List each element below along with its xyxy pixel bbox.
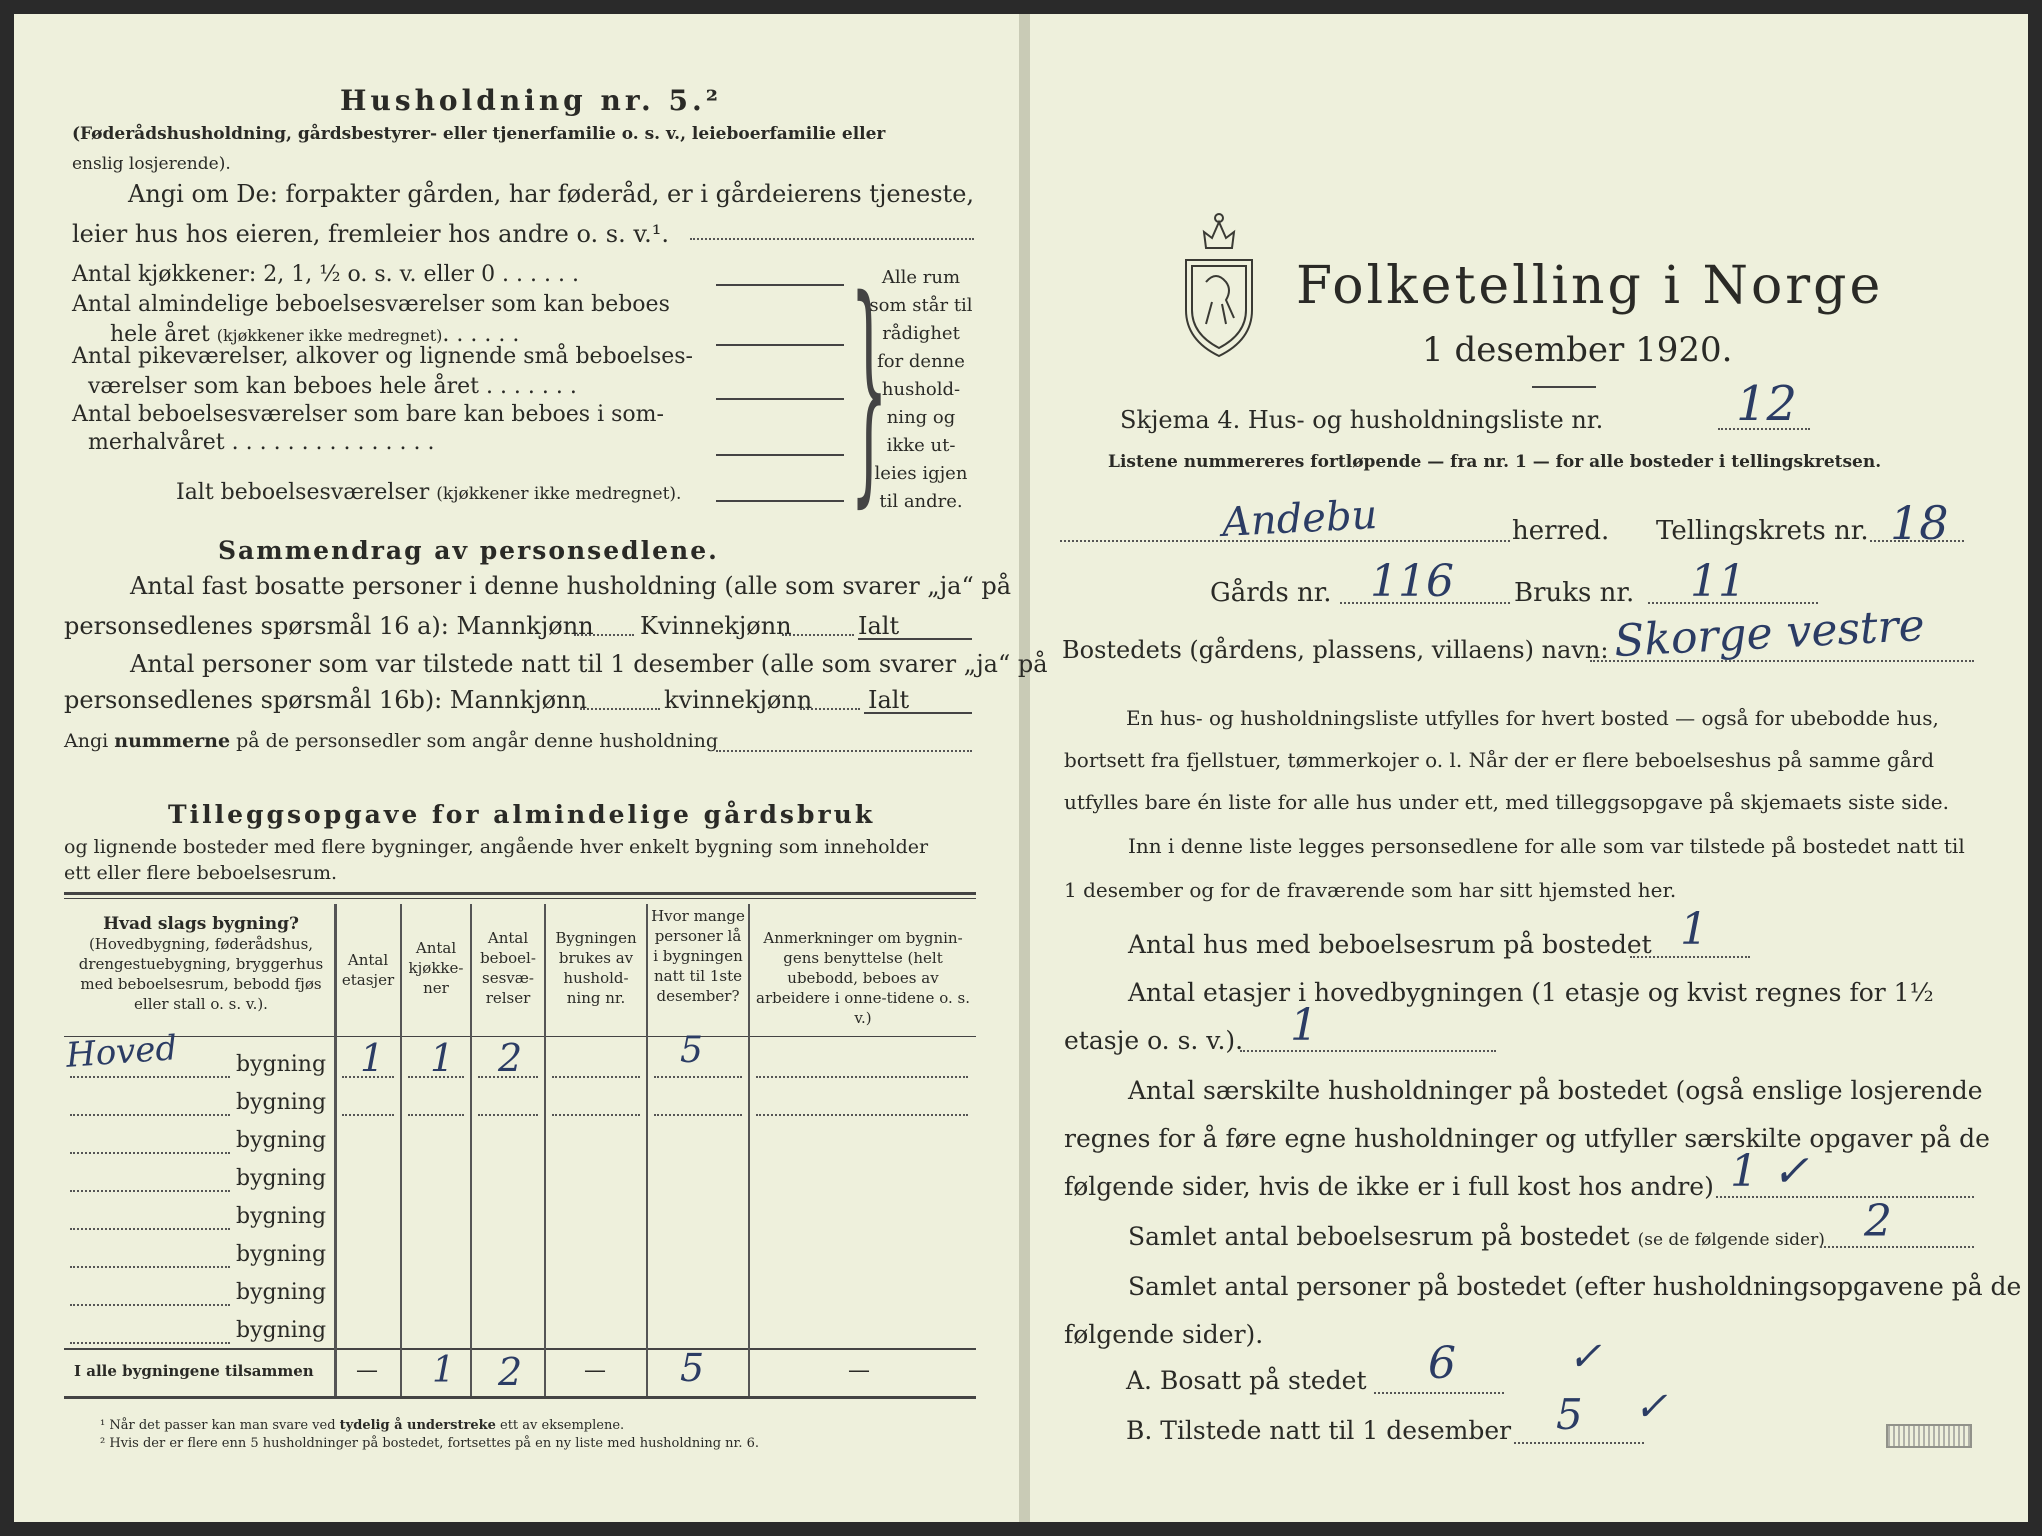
summary-line-1: Antal fast bosatte personer i denne husholdning (alle som svarer „ja“ på — [130, 572, 1012, 600]
instr-5: 1 desember og for de fraværende som har sitt hjemsted her. — [1064, 878, 1677, 902]
maid-rooms-field — [716, 398, 844, 400]
cell-persons: 5 — [680, 1030, 703, 1071]
cell-dots — [552, 1114, 640, 1116]
cell-dots — [654, 1114, 742, 1116]
cell-dots — [654, 1076, 742, 1078]
cell-kitchens: 1 — [430, 1036, 455, 1080]
q-floors-label-2: etasje o. s. v.). — [1064, 1026, 1244, 1055]
col-sep-2 — [400, 904, 402, 1396]
rooms-all-year-label-2: hele året (kjøkkener ikke medregnet). . . . . . — [110, 322, 520, 347]
q-houses-field — [1630, 956, 1750, 958]
brace-note: Alle rum som står til rådighet for denne hushold- ning og ikke ut- leies igjen til andre. — [869, 267, 973, 512]
listene-note: Listene nummereres fortløpende — fra nr. 1 — for alle bosteder i tellingskretsen. — [1108, 452, 1882, 472]
th-rooms: Antal beboel-sesvæ-relser — [480, 929, 536, 1007]
total-rooms: 2 — [498, 1350, 523, 1394]
total-floors: — — [356, 1358, 378, 1383]
footnote-2: ² Hvis der er flere enn 5 husholdninger på bostedet, fortsettes på en ny liste med husholdning nr. 6. — [100, 1436, 760, 1451]
check-icon: ✓ — [1634, 1384, 1668, 1430]
q-floors-field — [1240, 1050, 1496, 1052]
cell-dots — [478, 1076, 538, 1078]
bruks-label: Bruks nr. — [1514, 578, 1635, 608]
q-rooms-label: Samlet antal beboelsesrum på bostedet (se de følgende sider) — [1128, 1222, 1825, 1251]
household-intro-4: leier hus hos eieren, fremleier hos andre o. s. v.¹. — [72, 220, 669, 248]
summary-total-field — [858, 638, 972, 640]
summary-numbers-field — [716, 750, 972, 752]
bosted-label: Bostedets (gårdens, plassens, villaens) navn: — [1062, 636, 1609, 664]
th-remarks: Anmerkninger om bygnin-gens benyttelse (helt ubebodd, beboes av arbeidere i onne-tidene o. s. v.) — [756, 929, 970, 1027]
row-line — [70, 1152, 230, 1154]
q-rooms-hw: 2 — [1864, 1196, 1892, 1247]
kitchens-field — [716, 284, 844, 286]
table-top-rule — [64, 892, 976, 895]
summary-total2-field — [864, 712, 972, 714]
cell-dots — [408, 1114, 464, 1116]
table-total-label: I alle bygningene tilsammen — [74, 1362, 314, 1380]
summary-title: Sammendrag av personsedlene. — [218, 536, 719, 565]
row-line — [70, 1190, 230, 1192]
q-households-hw: 1 ✓ — [1730, 1146, 1809, 1197]
row-label: bygning — [236, 1090, 327, 1115]
census-date: 1 desember 1920. — [1422, 330, 1733, 370]
household-intro-3: Angi om De: forpakter gården, har føderåd, er i gårdeierens tjeneste, — [128, 180, 975, 208]
census-title: Folketelling i Norge — [1296, 256, 1884, 316]
row-line — [70, 1228, 230, 1230]
summary-men2-field — [580, 708, 660, 710]
total-persons: 5 — [680, 1346, 705, 1390]
cell-dots — [342, 1114, 394, 1116]
check-icon: ✓ — [1568, 1334, 1602, 1380]
col-sep-3 — [470, 904, 472, 1396]
row-line — [70, 1342, 230, 1344]
row-label: bygning — [236, 1204, 327, 1229]
summary-men-field — [574, 634, 634, 636]
bruks-nr: 11 — [1690, 556, 1746, 607]
gards-label: Gårds nr. — [1210, 578, 1332, 608]
row-label: bygning — [236, 1318, 327, 1343]
herred-hw: Andebu — [1220, 491, 1379, 547]
row-line — [70, 1076, 230, 1078]
th-floors: Antal etasjer — [341, 951, 395, 989]
row-label: bygning — [236, 1128, 327, 1153]
summary-total2-label: Ialt — [868, 686, 910, 714]
krets-label: Tellingskrets nr. — [1656, 516, 1869, 546]
maid-rooms-label: Antal pikeværelser, alkover og lignende små beboelses- — [72, 344, 693, 369]
col-sep-6 — [748, 904, 750, 1396]
row-line — [70, 1114, 230, 1116]
cell-dots — [552, 1076, 640, 1078]
addon-line-2: ett eller flere beboelsesrum. — [64, 862, 338, 884]
summary-line-2: personsedlenes spørsmål 16 a): Mannkjønn — [64, 612, 594, 640]
q-households-label-2: regnes for å føre egne husholdninger og utfyller særskilte opgaver på de — [1064, 1124, 1990, 1153]
q-present-field — [1514, 1442, 1644, 1444]
total-rooms-field — [716, 500, 844, 502]
rooms-all-year-label: Antal almindelige beboelsesværelser som kan beboes — [72, 292, 670, 317]
kitchens-label: Antal kjøkkener: 2, 1, ½ o. s. v. eller 0 . . . . . . — [72, 262, 579, 287]
q-houses-label: Antal hus med beboelsesrum på bostedet — [1128, 930, 1652, 959]
instr-1: En hus- og husholdningsliste utfylles for hvert bosted — også for ubebodde hus, — [1126, 706, 1939, 730]
q-persons-label-2: følgende sider). — [1064, 1320, 1264, 1349]
th-persons: Hvor mange personer lå i bygningen natt til 1ste desember? — [651, 907, 745, 1005]
cell-dots — [756, 1076, 968, 1078]
instr-2: bortsett fra fjellstuer, tømmerkojer o. l. Når der er flere beboelseshus på samme gård — [1064, 748, 1935, 772]
skjema-nr: 12 — [1736, 376, 1798, 432]
skjema-label: Skjema 4. Hus- og husholdningsliste nr. — [1120, 406, 1604, 434]
summary-line-5: Angi nummerne på de personsedler som angår denne husholdning — [64, 730, 719, 752]
maid-rooms-label-2: værelser som kan beboes hele året . . . . . . . — [88, 374, 577, 399]
total-kitchens: 1 — [432, 1350, 455, 1391]
rooms-all-year-field — [716, 344, 844, 346]
q-resident-label: A. Bosatt på stedet — [1126, 1366, 1367, 1395]
title-rule — [1532, 386, 1596, 388]
summary-women2-label: kvinnekjønn — [664, 686, 813, 714]
brace: } — [850, 248, 889, 528]
summer-rooms-field — [716, 454, 844, 456]
cell-dots — [756, 1114, 968, 1116]
page-fold — [1019, 14, 1030, 1522]
row-label: bygning — [236, 1242, 327, 1267]
household-intro-1: (Føderådshusholdning, gårdsbestyrer- eller tjenerfamilie o. s. v., leieboerfamilie eller — [72, 124, 886, 144]
summary-line-4: personsedlenes spørsmål 16b): Mannkjønn — [64, 686, 588, 714]
row-line — [70, 1266, 230, 1268]
col-sep-5 — [646, 904, 648, 1396]
q-persons-label: Samlet antal personer på bostedet (efter husholdningsopgavene på de — [1128, 1272, 2022, 1301]
total-rooms-label: Ialt beboelsesværelser (kjøkkener ikke medregnet). — [176, 480, 682, 505]
cell-dots — [478, 1114, 538, 1116]
row-label: bygning — [236, 1280, 327, 1305]
table-bottom-rule — [64, 1396, 976, 1399]
household-title: Husholdning nr. 5.² — [340, 84, 723, 117]
coat-of-arms-icon — [1176, 210, 1262, 360]
col-sep-1 — [334, 904, 337, 1396]
addon-line-1: og lignende bosteder med flere bygninger, angående hver enkelt bygning som inneholder — [64, 836, 929, 858]
instr-4: Inn i denne liste legges personsedlene for alle som var tilstede på bostedet natt til — [1128, 834, 1965, 858]
row-line — [70, 1304, 230, 1306]
col-sep-4 — [544, 904, 546, 1396]
summer-rooms-label-2: merhalvåret . . . . . . . . . . . . . . . — [88, 430, 435, 455]
building-type-hw: Hoved — [64, 1028, 179, 1076]
krets-nr: 18 — [1890, 496, 1949, 550]
q-households-label: Antal særskilte husholdninger på bostedet (også enslige losjerende — [1128, 1076, 1983, 1105]
q-present-hw: 5 — [1556, 1390, 1583, 1439]
q-resident-hw: 6 — [1428, 1338, 1456, 1389]
q-houses-hw: 1 — [1680, 904, 1708, 955]
bosted-hw: Skorge vestre — [1612, 599, 1926, 668]
total-household-nr: — — [584, 1358, 606, 1383]
herred-label: herred. — [1512, 516, 1610, 546]
cell-dots — [408, 1076, 464, 1078]
q-floors-label: Antal etasjer i hovedbygningen (1 etasje og kvist regnes for 1½ — [1128, 978, 1934, 1007]
cell-rooms: 2 — [498, 1036, 523, 1080]
intro-fill-line — [690, 238, 974, 240]
table-top-rule-2 — [64, 898, 976, 899]
summary-line-3: Antal personer som var tilstede natt til 1 desember (alle som svarer „ja“ på — [130, 650, 1048, 678]
summary-total-label: Ialt — [858, 612, 900, 640]
cell-dots — [342, 1076, 394, 1078]
footnote-1: ¹ Når det passer kan man svare ved tydelig å understreke ett av eksemplene. — [100, 1418, 625, 1433]
th-kitchens: Antal kjøkke-ner — [408, 939, 464, 997]
q-rooms-field — [1820, 1246, 1974, 1248]
th-building-type: Hvad slags bygning? (Hovedbygning, føderådshus, drengestuebygning, bryggerhus med beboelsesrum, bebodd fjøs eller stall o. s. v.). — [78, 914, 324, 1013]
row-label: bygning — [236, 1052, 327, 1077]
q-households-label-3: følgende sider, hvis de ikke er i full kost hos andre) — [1064, 1172, 1714, 1201]
printer-stamp — [1886, 1424, 1972, 1448]
summary-women2-field — [800, 708, 860, 710]
q-present-label: B. Tilstede natt til 1 desember — [1126, 1416, 1512, 1445]
addon-title: Tilleggsopgave for almindelige gårdsbruk — [168, 800, 876, 829]
row-label: bygning — [236, 1166, 327, 1191]
q-floors-hw: 1 — [1290, 1000, 1318, 1051]
summer-rooms-label: Antal beboelsesværelser som bare kan beboes i som- — [72, 402, 664, 427]
cell-floors: 1 — [360, 1036, 385, 1080]
q-resident-field — [1374, 1392, 1504, 1394]
summary-women-field — [782, 634, 854, 636]
gards-nr: 116 — [1370, 556, 1454, 607]
summary-women-label: Kvinnekjønn — [640, 612, 792, 640]
instr-3: utfylles bare én liste for alle hus under ett, med tilleggsopgave på skjemaets siste side. — [1064, 790, 1949, 814]
total-remarks: — — [848, 1358, 870, 1383]
th-household-nr: Bygningen brukes av hushold-ning nr. — [555, 929, 637, 1007]
household-intro-2: enslig losjerende). — [72, 154, 231, 174]
